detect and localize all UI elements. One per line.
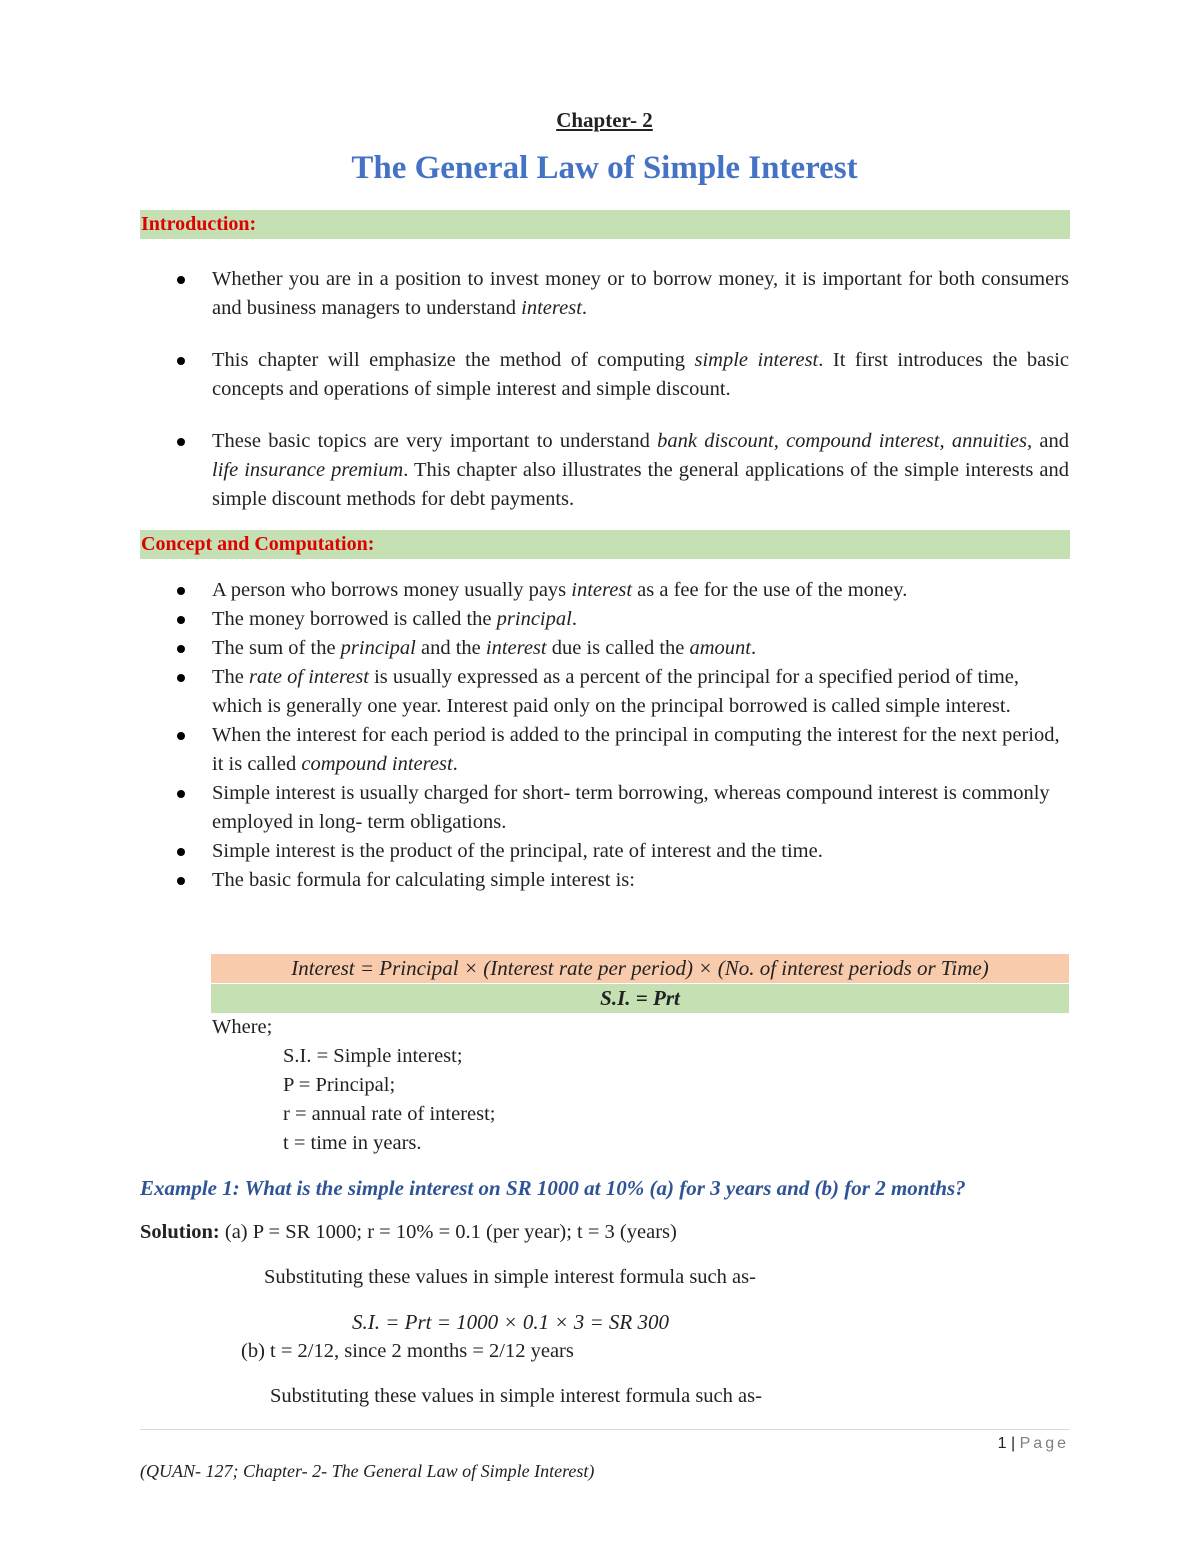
list-item: A person who borrows money usually pays interest as a fee for the use of the money. [140,576,1069,605]
solution-part-a: (a) P = SR 1000; r = 10% = 0.1 (per year); t = 3 (years) [219,1221,677,1243]
definition-p: P = Principal; [283,1074,396,1096]
list-item: When the interest for each period is added to the principal in computing the interest for the next period, it is called compound interest. [140,721,1069,779]
definition-si: S.I. = Simple interest; [283,1045,463,1067]
solution-label: Solution: [140,1221,220,1243]
substitution-text-2: Substituting these values in simple interest formula such as- [270,1385,762,1407]
list-item: The sum of the principal and the interest due is called the amount. [140,634,1069,663]
list-item: This chapter will emphasize the method of computing simple interest. It first introduces the basic concepts and operations of simple interest and simple discount. [140,346,1069,404]
footer-course-label: (QUAN- 127; Chapter- 2- The General Law of Simple Interest) [140,1461,595,1481]
section-heading-concept: Concept and Computation: [140,530,1070,559]
where-label: Where; [212,1016,273,1038]
list-item: Simple interest is usually charged for short- term borrowing, whereas compound interest is commonly employed in long- term obligations. [140,779,1069,837]
list-item: The basic formula for calculating simple interest is: [140,866,1069,895]
definition-r: r = annual rate of interest; [283,1103,496,1125]
list-item: These basic topics are very important to understand bank discount, compound interest, annuities, and life insurance premium. This chapter also illustrates the general applications of the simple interests and simple discount methods for debt payments. [140,427,1069,514]
intro-bullet-list [140,265,1069,537]
list-item: Simple interest is the product of the principal, rate of interest and the time. [140,837,1069,866]
list-item: Whether you are in a position to invest money or to borrow money, it is important for both consumers and business managers to understand interest. [140,265,1069,323]
definition-t: t = time in years. [283,1132,422,1154]
substitution-text-1: Substituting these values in simple interest formula such as- [264,1266,756,1288]
chapter-heading: Chapter- 2 [556,108,653,132]
footer-divider [140,1429,1069,1430]
formula-general: Interest = Principal × (Interest rate per period) × (No. of interest periods or Time) [211,954,1069,983]
page-title: The General Law of Simple Interest [351,150,858,186]
solution-line [140,1221,677,1244]
section-heading-introduction: Introduction: [140,210,1070,239]
equation-part-a: S.I. = Prt = 1000 × 0.1 × 3 = SR 300 [352,1310,670,1334]
list-item: The rate of interest is usually expressed as a percent of the principal for a specified period of time, which is generally one year. Interest paid only on the principal borrowed is called simple interest. [140,663,1069,721]
formula-short: S.I. = Prt [211,984,1069,1013]
solution-part-b: (b) t = 2/12, since 2 months = 2/12 years [241,1340,574,1362]
example-question: Example 1: What is the simple interest on SR 1000 at 10% (a) for 3 years and (b) for 2 months? [140,1176,966,1200]
list-item: The money borrowed is called the principal. [140,605,1069,634]
concept-bullet-list [140,576,1069,895]
page-number: 1 | Page [997,1435,1069,1452]
